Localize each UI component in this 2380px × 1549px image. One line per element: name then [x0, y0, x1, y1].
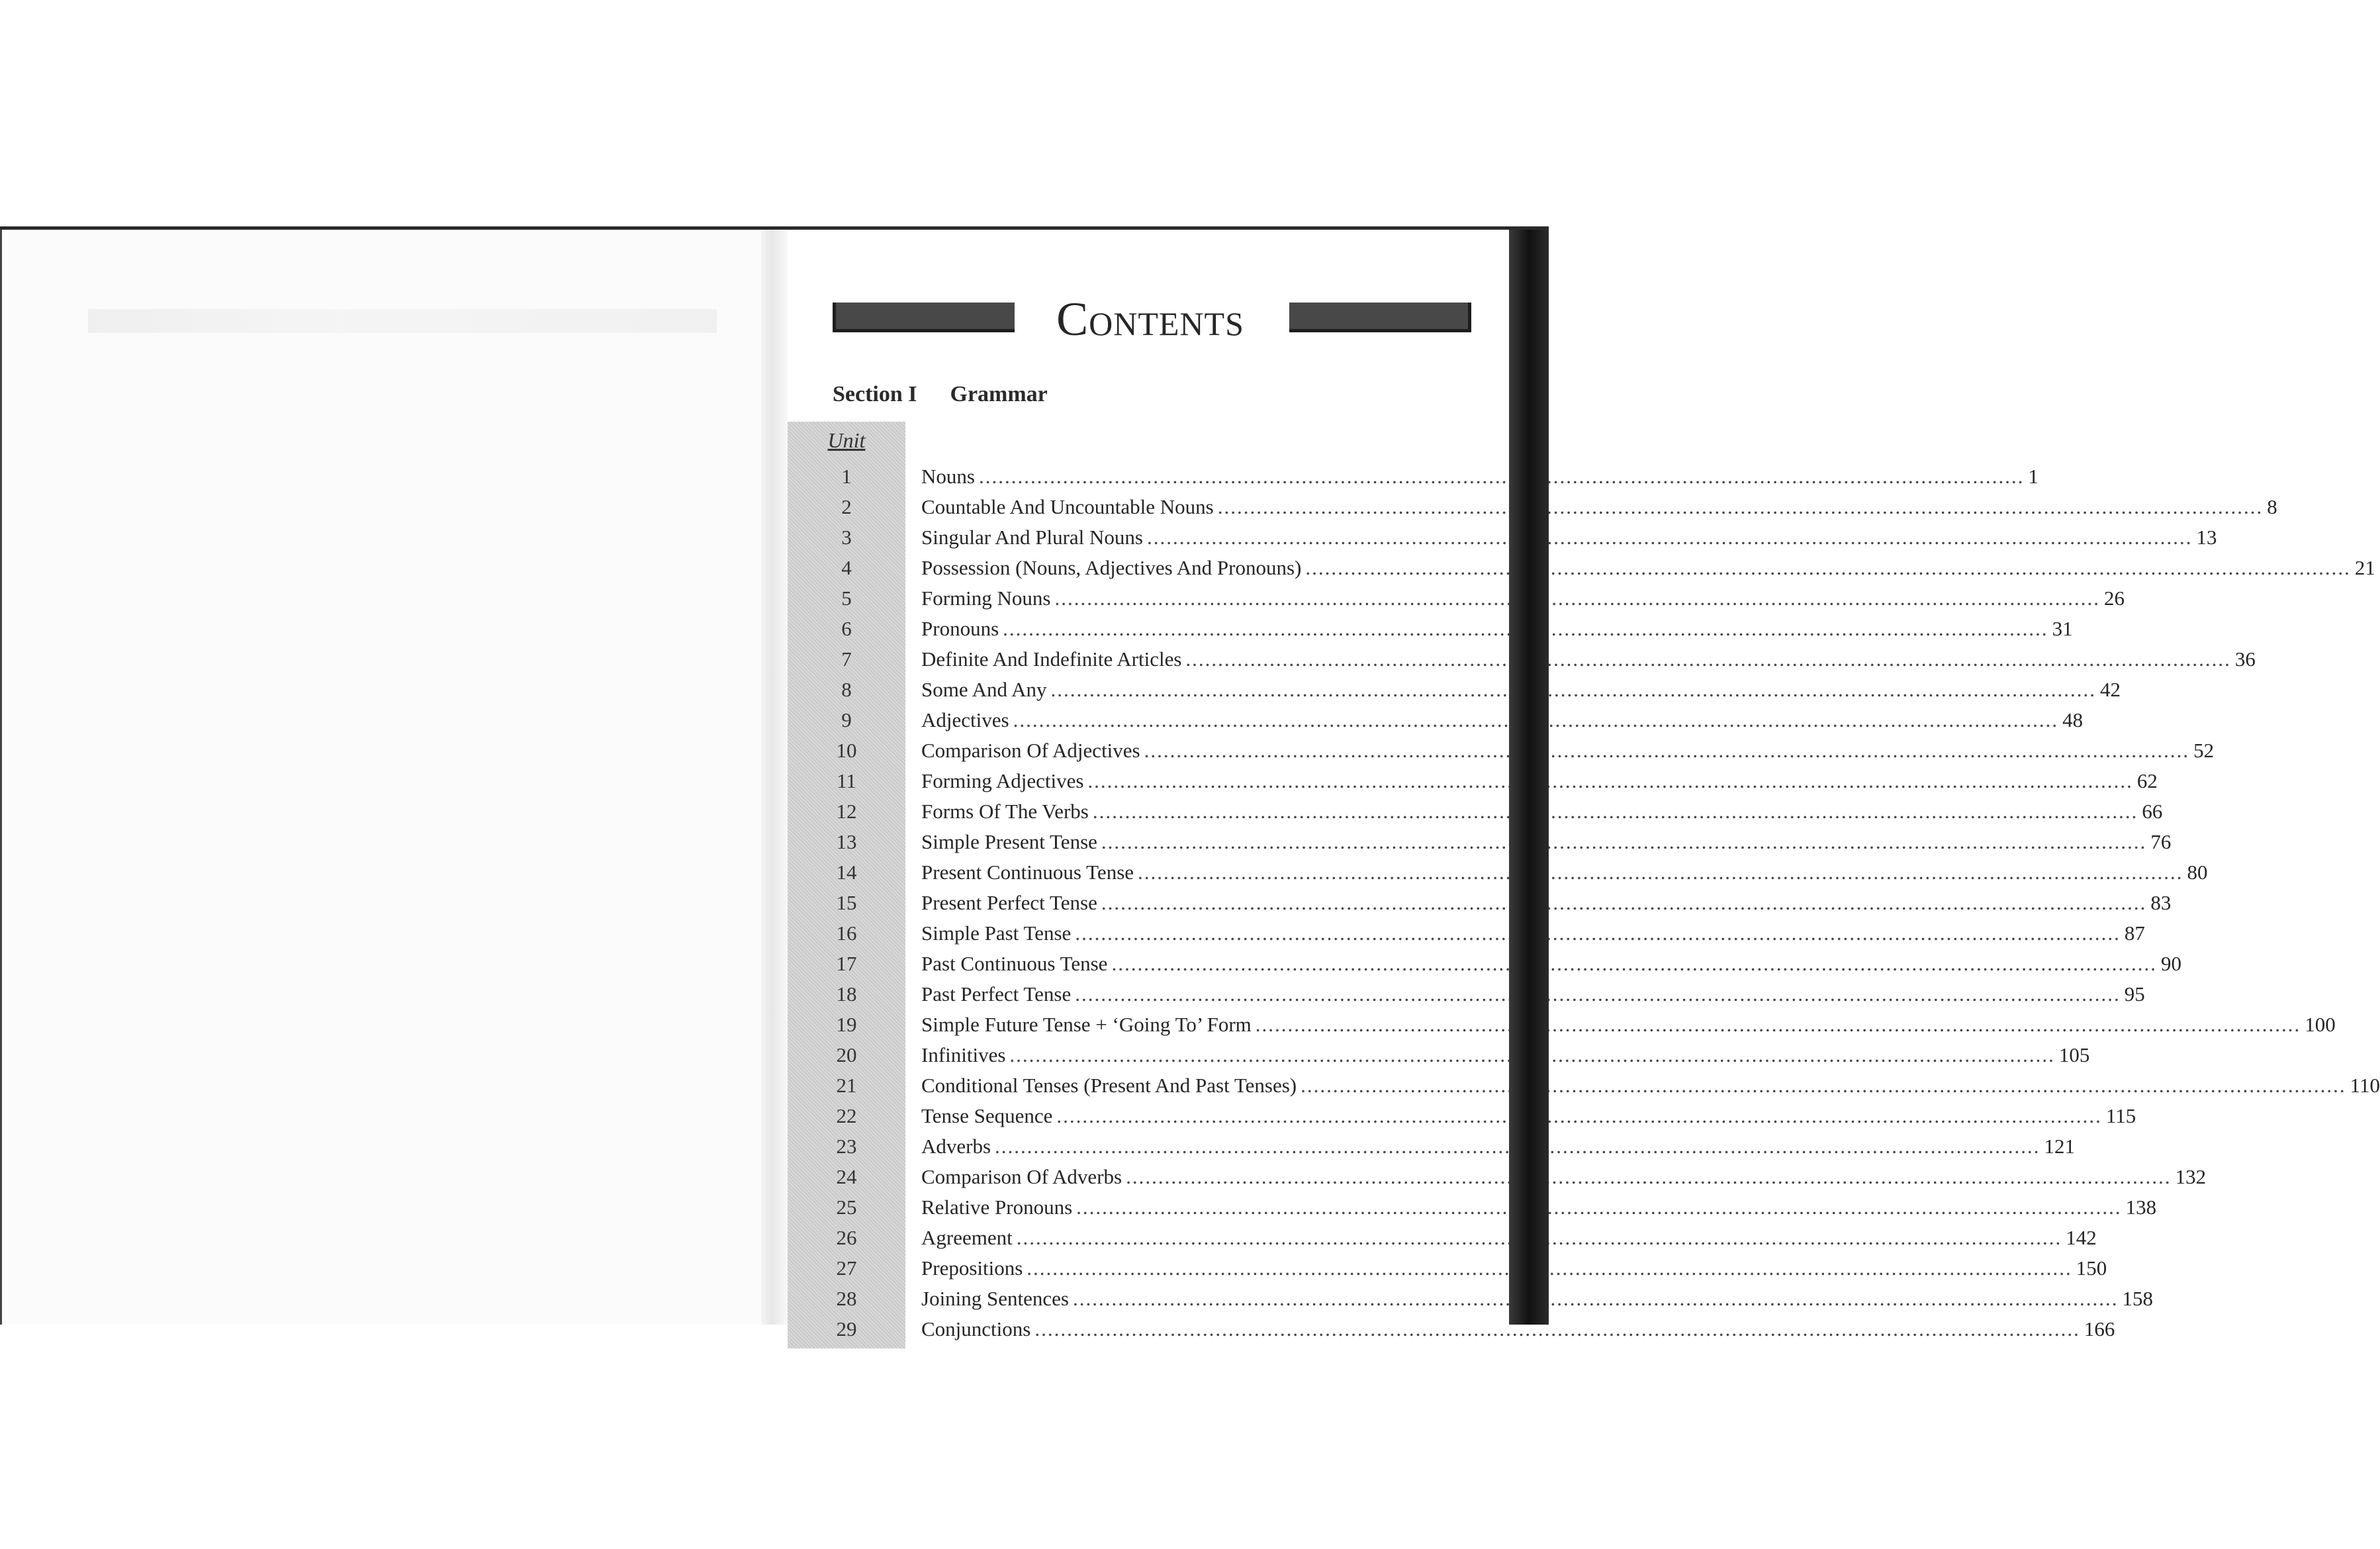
toc-row — [788, 1223, 2097, 1253]
toc-entry — [921, 1009, 2336, 1040]
page-number: 21 — [2354, 556, 2375, 579]
toc-entry — [921, 461, 2038, 492]
toc-entry — [921, 583, 2125, 614]
page-number: 95 — [2124, 982, 2145, 1006]
unit-number: 1 — [841, 465, 852, 488]
dot-leader — [1256, 1009, 2301, 1040]
toc-row — [788, 553, 2375, 583]
page-number: 142 — [2066, 1226, 2097, 1249]
dot-leader — [1050, 675, 2096, 705]
entry-title: Definite And Indefinite Articles — [921, 647, 1182, 671]
page-number: 132 — [2175, 1165, 2207, 1188]
toc-row — [788, 1070, 2380, 1101]
unit-number: 16 — [836, 921, 857, 945]
unit-number: 10 — [836, 739, 857, 762]
toc-row — [788, 1284, 2153, 1314]
dot-leader — [1305, 553, 2351, 583]
unit-number: 9 — [841, 708, 852, 731]
toc-row — [788, 1314, 2115, 1344]
dot-leader — [1027, 1253, 2072, 1284]
entry-title: Past Continuous Tense — [921, 952, 1108, 975]
entry-title: Adverbs — [921, 1135, 991, 1158]
dot-leader — [1093, 796, 2138, 827]
toc-entry — [921, 1192, 2157, 1223]
page-number: 48 — [2062, 708, 2083, 731]
page-number: 110 — [2350, 1074, 2380, 1097]
toc-row — [788, 675, 2121, 705]
page-number: 115 — [2105, 1104, 2136, 1127]
page-number: 158 — [2122, 1287, 2153, 1310]
entry-title: Joining Sentences — [921, 1287, 1069, 1310]
entry-title: Prepositions — [921, 1256, 1023, 1280]
title-ornament-right — [1289, 303, 1471, 332]
toc-row — [788, 614, 2073, 644]
dot-leader — [1185, 644, 2231, 675]
dot-leader — [1144, 735, 2190, 766]
entry-title: Present Perfect Tense — [921, 891, 1097, 914]
dot-leader — [1101, 827, 2147, 857]
entry-title: Comparison Of Adjectives — [921, 739, 1140, 762]
toc-entry — [921, 675, 2121, 705]
unit-number: 17 — [836, 952, 857, 975]
unit-number: 22 — [836, 1104, 857, 1127]
dot-leader — [1111, 949, 2157, 979]
toc-row — [788, 918, 2145, 949]
dot-leader — [1218, 492, 2264, 522]
contents-title-row — [833, 293, 1461, 346]
page-number: 138 — [2125, 1196, 2157, 1219]
toc-row — [788, 827, 2172, 857]
unit-number: 21 — [836, 1074, 857, 1097]
toc-row — [788, 644, 2256, 675]
page-number: 8 — [2267, 495, 2277, 518]
toc-row — [788, 796, 2163, 827]
toc-entry — [921, 1284, 2153, 1314]
unit-number: 24 — [836, 1165, 857, 1188]
unit-number: 2 — [841, 495, 852, 518]
unit-number: 19 — [836, 1013, 857, 1036]
page-number: 42 — [2099, 678, 2121, 701]
book-spine-edge — [1509, 230, 1549, 1325]
toc-entry — [921, 735, 2215, 766]
toc-entry — [921, 827, 2172, 857]
page-number: 105 — [2058, 1043, 2090, 1066]
page-number: 100 — [2305, 1013, 2336, 1036]
toc-entry — [921, 949, 2181, 979]
unit-number: 12 — [836, 800, 857, 823]
page-number: 83 — [2150, 891, 2172, 914]
entry-title: Agreement — [921, 1226, 1013, 1249]
page-number: 90 — [2160, 952, 2181, 975]
toc-row — [788, 857, 2208, 888]
unit-number: 25 — [836, 1196, 857, 1219]
toc-entry — [921, 1253, 2107, 1284]
dot-leader — [1301, 1070, 2346, 1101]
toc-row — [788, 949, 2181, 979]
unit-number: 20 — [836, 1043, 857, 1066]
section-heading — [833, 382, 1048, 407]
entry-title: Conditional Tenses (Present And Past Tenses) — [921, 1074, 1297, 1097]
left-page — [0, 230, 763, 1325]
entry-title: Forming Nouns — [921, 587, 1051, 610]
toc-row — [788, 1040, 2090, 1070]
toc-entry — [921, 1223, 2097, 1253]
entry-title: Nouns — [921, 465, 975, 488]
entry-title: Comparison Of Adverbs — [921, 1165, 1122, 1188]
unit-number: 18 — [836, 982, 857, 1006]
toc-entry — [921, 614, 2073, 644]
toc-entry — [921, 1070, 2380, 1101]
book-scan — [0, 226, 2380, 1340]
page-number: 52 — [2193, 739, 2215, 762]
toc-entry — [921, 522, 2217, 553]
title-ornament-left — [833, 303, 1015, 332]
toc-entry — [921, 918, 2145, 949]
dot-leader — [1073, 1284, 2119, 1314]
unit-number: 15 — [836, 891, 857, 914]
unit-column-header: Unit — [827, 428, 866, 452]
unit-number: 3 — [841, 526, 852, 549]
toc-row — [788, 766, 2158, 796]
unit-number: 11 — [837, 769, 856, 792]
toc-row — [788, 735, 2215, 766]
toc-entry — [921, 1040, 2090, 1070]
entry-title: Present Continuous Tense — [921, 861, 1134, 884]
contents-page — [788, 230, 2380, 1340]
page-number: 80 — [2187, 861, 2208, 884]
entry-title: Some And Any — [921, 678, 1047, 701]
toc-row — [788, 492, 2277, 522]
toc-row — [788, 1162, 2207, 1192]
toc-row — [788, 1009, 2336, 1040]
dot-leader — [1138, 857, 2183, 888]
section-name: Grammar — [950, 382, 1048, 406]
entry-title: Conjunctions — [921, 1317, 1031, 1340]
entry-title: Forms Of The Verbs — [921, 800, 1089, 823]
entry-title: Relative Pronouns — [921, 1196, 1073, 1219]
toc-row — [788, 522, 2217, 553]
unit-number: 4 — [841, 556, 852, 579]
toc-entry — [921, 1131, 2076, 1162]
entry-title: Adjectives — [921, 708, 1009, 731]
dot-leader — [1055, 583, 2101, 614]
entry-title: Tense Sequence — [921, 1104, 1053, 1127]
toc-entry — [921, 553, 2375, 583]
toc-entry — [921, 888, 2172, 918]
unit-number: 23 — [836, 1135, 857, 1158]
section-label: Section I — [833, 382, 917, 406]
entry-title: Simple Present Tense — [921, 830, 1097, 853]
toc-row — [788, 979, 2145, 1009]
toc-row — [788, 583, 2125, 614]
unit-number: 7 — [841, 647, 852, 671]
page-number: 66 — [2142, 800, 2163, 823]
unit-number: 28 — [836, 1287, 857, 1310]
page-number: 62 — [2136, 769, 2158, 792]
page-number: 76 — [2150, 830, 2172, 853]
toc-entry — [921, 979, 2145, 1009]
toc-entry — [921, 857, 2208, 888]
page-number: 121 — [2044, 1135, 2076, 1158]
dot-leader — [1076, 1192, 2122, 1223]
page-number: 31 — [2052, 617, 2073, 640]
dot-leader — [1101, 888, 2147, 918]
toc-entry — [921, 644, 2256, 675]
page-number: 1 — [2028, 465, 2038, 488]
toc-entry — [921, 796, 2163, 827]
dot-leader — [1147, 522, 2193, 553]
page-title: Contents — [1056, 293, 1244, 346]
page-number: 26 — [2104, 587, 2125, 610]
unit-number: 14 — [836, 861, 857, 884]
toc-row — [788, 1192, 2157, 1223]
toc-row — [788, 461, 2038, 492]
unit-number: 29 — [836, 1317, 857, 1340]
page-number: 150 — [2076, 1256, 2107, 1280]
unit-number: 26 — [836, 1226, 857, 1249]
unit-number: 8 — [841, 678, 852, 701]
show-through-bleed — [88, 309, 717, 333]
dot-leader — [1075, 918, 2121, 949]
book-gutter — [761, 230, 788, 1325]
dot-leader — [1034, 1314, 2080, 1344]
toc-row — [788, 705, 2083, 735]
dot-leader — [1075, 979, 2121, 1009]
entry-title: Pronouns — [921, 617, 999, 640]
toc-entry — [921, 705, 2083, 735]
toc-list — [788, 461, 2380, 1344]
unit-number: 13 — [836, 830, 857, 853]
toc-row — [788, 1101, 2136, 1131]
page-number: 36 — [2234, 647, 2256, 671]
entry-title: Past Perfect Tense — [921, 982, 1072, 1006]
entry-title: Simple Past Tense — [921, 921, 1072, 945]
dot-leader — [979, 461, 2025, 492]
toc-entry — [921, 1314, 2115, 1344]
toc-row — [788, 888, 2172, 918]
dot-leader — [1126, 1162, 2172, 1192]
dot-leader — [1056, 1101, 2102, 1131]
page-number: 166 — [2083, 1317, 2115, 1340]
dot-leader — [1087, 766, 2133, 796]
entry-title: Infinitives — [921, 1043, 1006, 1066]
entry-title: Singular And Plural Nouns — [921, 526, 1143, 549]
toc-entry — [921, 1162, 2207, 1192]
toc-entry — [921, 492, 2277, 522]
toc-row — [788, 1253, 2107, 1284]
unit-number: 5 — [841, 587, 852, 610]
page-number: 87 — [2124, 921, 2145, 945]
entry-title: Forming Adjectives — [921, 769, 1084, 792]
unit-number: 27 — [836, 1256, 857, 1280]
toc-row — [788, 1131, 2076, 1162]
entry-title: Countable And Uncountable Nouns — [921, 495, 1214, 518]
entry-title: Simple Future Tense + ‘Going To’ Form — [921, 1013, 1252, 1036]
page-number: 13 — [2196, 526, 2217, 549]
unit-number: 6 — [841, 617, 852, 640]
entry-title: Possession (Nouns, Adjectives And Pronouns) — [921, 556, 1302, 579]
toc-entry — [921, 766, 2158, 796]
toc-entry — [921, 1101, 2136, 1131]
